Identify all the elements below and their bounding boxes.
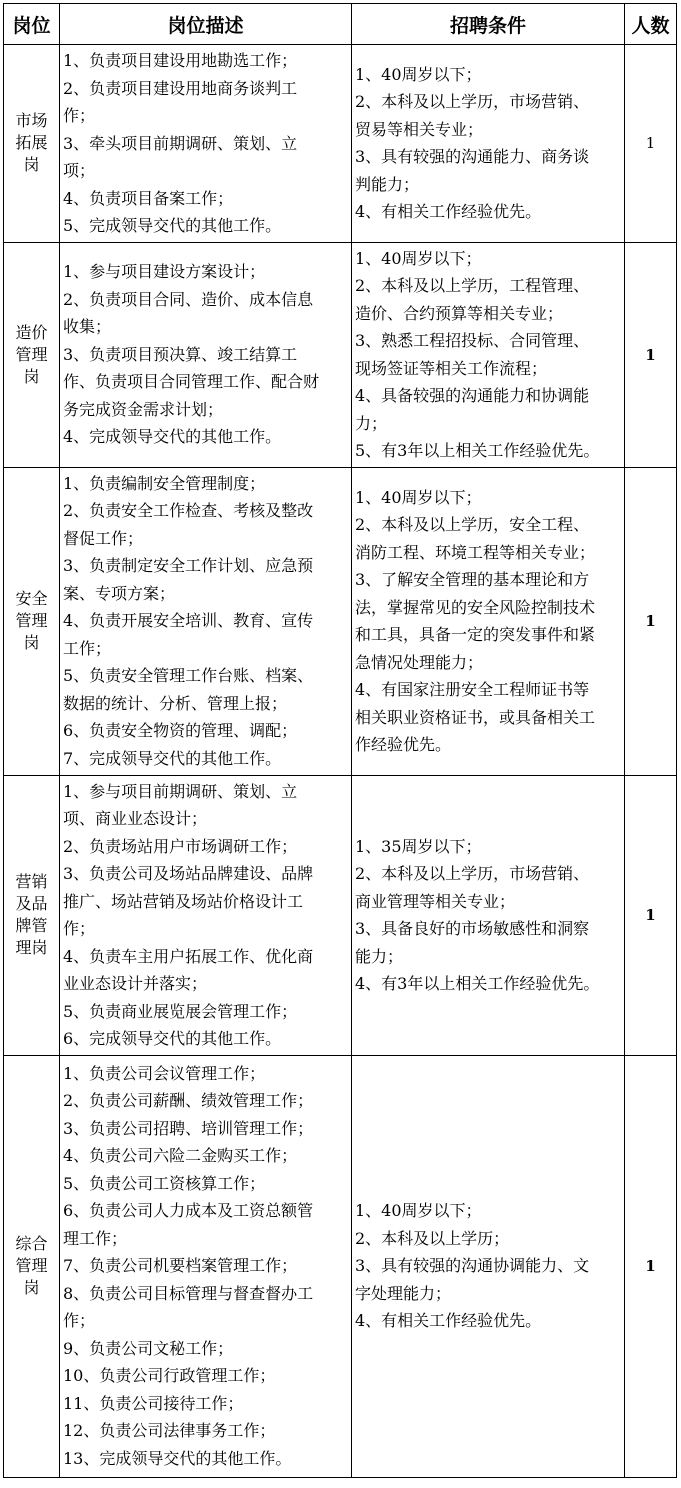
requirement-line: 商业管理等相关专业； <box>355 891 516 911</box>
description-line: 7、完成领导交代的其他工作。 <box>63 748 282 768</box>
description-line: 业业态设计并落实； <box>63 974 208 993</box>
requirement-line: 能力； <box>355 946 404 966</box>
table-row <box>4 467 677 775</box>
description-line: 作、负责项目合同管理工作、配合财 <box>63 372 320 392</box>
position-name-line: 理岗 <box>15 938 48 957</box>
description-line: 1、参与项目前期调研、策划、立 <box>63 781 298 801</box>
description-line: 6、负责安全物资的管理、调配； <box>63 721 298 741</box>
description-line: 5、负责安全管理工作台账、档案、 <box>63 666 314 686</box>
headcount-cell: 1 <box>625 45 677 243</box>
requirements-cell <box>352 775 625 1055</box>
requirement-line: 3、具有较强的沟通协调能力、文 <box>355 1256 590 1276</box>
header-row <box>4 4 677 45</box>
position-name-line: 岗 <box>23 366 40 386</box>
description-line: 4、负责车主用户拓展工作、优化商 <box>63 946 314 966</box>
description-cell <box>60 775 352 1055</box>
position-name-line: 造价 <box>15 322 48 342</box>
description-line: 工作； <box>63 638 112 658</box>
headcount-cell: 1 <box>625 1055 677 1477</box>
requirements-cell <box>352 45 625 243</box>
position-name <box>15 1233 47 1299</box>
requirement-line: 2、本科及以上学历，市场营销、 <box>355 864 590 883</box>
description-line: 项、商业业态设计； <box>63 809 208 828</box>
requirement-line: 4、有国家注册安全工程师证书等 <box>355 680 590 699</box>
position-name <box>15 322 47 388</box>
requirement-line: 法，掌握常见的安全风险控制技术 <box>355 597 596 617</box>
requirement-line: 3、了解安全管理的基本理论和方 <box>355 570 590 589</box>
requirement-line: 判能力； <box>355 174 420 194</box>
description-line: 作； <box>63 106 96 125</box>
requirement-line: 急情况处理能力； <box>355 652 484 672</box>
description-cell <box>60 467 352 775</box>
position-name-line: 市场 <box>15 111 48 131</box>
requirement-line: 1、40周岁以下； <box>355 64 482 84</box>
description-line: 11、负责公司接待工作； <box>63 1393 244 1413</box>
description-line: 9、负责公司文秘工作； <box>63 1338 234 1358</box>
description-cell <box>60 242 352 467</box>
requirement-line: 3、熟悉工程招投标、合同管理、 <box>355 331 590 350</box>
position-name-line: 综合 <box>15 1234 48 1253</box>
requirement-line: 2、本科及以上学历，安全工程、 <box>355 515 590 534</box>
table-row <box>4 45 677 243</box>
description-line: 3、负责制定安全工作计划、应急预 <box>63 556 314 576</box>
description-line: 5、负责公司工资核算工作； <box>63 1173 266 1193</box>
description-line: 2、负责项目建设用地商务谈判工 <box>63 78 298 98</box>
description-line: 理工作； <box>63 1228 128 1248</box>
position-name <box>15 588 47 654</box>
description-cell <box>60 1055 352 1477</box>
requirement-line: 作经验优先。 <box>355 735 452 754</box>
description-line: 6、完成领导交代的其他工作。 <box>63 1029 282 1048</box>
description-line: 务完成资金需求计划； <box>63 399 224 419</box>
position-name-line: 营销 <box>15 872 48 891</box>
requirement-line: 2、本科及以上学历，工程管理、 <box>355 276 590 295</box>
description-line: 4、负责公司六险二金购买工作； <box>63 1146 298 1166</box>
position-name-line: 岗 <box>23 155 40 175</box>
requirement-line: 现场签证等相关工作流程； <box>355 358 548 378</box>
description-line: 作； <box>63 919 96 938</box>
position-name <box>15 110 47 176</box>
requirement-line: 1、35周岁以下； <box>355 836 482 856</box>
table-row <box>4 775 677 1055</box>
position-name-line: 及品 <box>15 894 48 913</box>
description-line: 1、参与项目建设方案设计； <box>63 262 266 282</box>
header-requirements: 招聘条件 <box>352 4 625 45</box>
position-name-line: 管理 <box>15 1256 48 1275</box>
position-name-line: 管理 <box>15 344 48 364</box>
header-count: 人数 <box>625 4 677 45</box>
description-line: 4、负责开展安全培训、教育、宣传 <box>63 611 314 631</box>
description-line: 1、负责公司会议管理工作； <box>63 1063 266 1083</box>
description-line: 收集； <box>63 317 112 337</box>
description-line: 推广、场站营销及场站价格设计工 <box>63 891 304 911</box>
position-name-line: 安全 <box>15 589 48 608</box>
position-cell <box>4 45 60 243</box>
description-line: 作； <box>63 1311 96 1331</box>
position-cell <box>4 1055 60 1477</box>
requirement-line: 贸易等相关专业； <box>355 119 484 139</box>
description-line: 12、负责公司法律事务工作； <box>63 1421 276 1441</box>
description-cell <box>60 45 352 243</box>
header-position: 岗位 <box>4 4 60 45</box>
description-line: 数据的统计、分析、管理上报； <box>63 693 288 713</box>
description-line: 13、完成领导交代的其他工作。 <box>63 1448 292 1468</box>
description-line: 5、完成领导交代的其他工作。 <box>63 216 282 235</box>
description-line: 7、负责公司机要档案管理工作； <box>63 1256 298 1276</box>
requirement-line: 相关职业资格证书，或具备相关工 <box>355 707 596 727</box>
position-name <box>15 871 47 959</box>
requirement-line: 1、40周岁以下； <box>355 487 482 507</box>
description-line: 6、负责公司人力成本及工资总额管 <box>63 1201 314 1221</box>
position-cell <box>4 775 60 1055</box>
description-line: 2、负责项目合同、造价、成本信息 <box>63 289 314 309</box>
description-line: 1、负责编制安全管理制度； <box>63 473 266 493</box>
description-line: 10、负责公司行政管理工作； <box>63 1366 276 1386</box>
requirement-line: 力； <box>355 413 388 433</box>
position-cell <box>4 467 60 775</box>
requirement-line: 1、40周岁以下； <box>355 1201 482 1221</box>
requirement-line: 4、有3年以上相关工作经验优先。 <box>355 974 600 993</box>
requirement-line: 1、40周岁以下； <box>355 248 482 268</box>
requirements-cell <box>352 467 625 775</box>
requirement-line: 2、本科及以上学历； <box>355 1228 510 1248</box>
requirements-cell <box>352 1055 625 1477</box>
headcount-cell: 1 <box>625 467 677 775</box>
requirement-line: 4、有相关工作经验优先。 <box>355 202 542 222</box>
position-name-line: 拓展 <box>15 133 48 153</box>
description-line: 2、负责场站用户市场调研工作； <box>63 836 298 856</box>
description-line: 2、负责公司薪酬、绩效管理工作； <box>63 1091 314 1111</box>
description-line: 4、负责项目备案工作； <box>63 188 234 208</box>
description-line: 1、负责项目建设用地勘选工作； <box>63 51 298 70</box>
requirements-cell <box>352 242 625 467</box>
headcount-cell: 1 <box>625 775 677 1055</box>
description-line: 2、负责安全工作检查、考核及整改 <box>63 501 314 521</box>
description-line: 3、负责公司招聘、培训管理工作； <box>63 1118 314 1138</box>
position-name-line: 岗 <box>23 633 40 652</box>
table-row <box>4 242 677 467</box>
requirement-line: 4、有相关工作经验优先。 <box>355 1311 542 1331</box>
description-line: 督促工作； <box>63 528 144 548</box>
header-description: 岗位描述 <box>60 4 352 45</box>
table-row <box>4 1055 677 1477</box>
requirement-line: 3、具备良好的市场敏感性和洞察 <box>355 919 590 938</box>
recruitment-table <box>3 3 677 1478</box>
description-line: 案、专项方案； <box>63 583 176 603</box>
description-line: 3、牵头项目前期调研、策划、立 <box>63 133 298 153</box>
position-cell <box>4 242 60 467</box>
description-line: 3、负责项目预决算、竣工结算工 <box>63 344 298 364</box>
position-name-line: 管理 <box>15 611 48 630</box>
requirement-line: 2、本科及以上学历，市场营销、 <box>355 92 590 112</box>
description-line: 4、完成领导交代的其他工作。 <box>63 427 282 447</box>
requirement-line: 4、具备较强的沟通能力和协调能 <box>355 386 590 405</box>
requirement-line: 5、有3年以上相关工作经验优先。 <box>355 441 600 460</box>
requirement-line: 消防工程、环境工程等相关专业； <box>355 542 596 562</box>
description-line: 3、负责公司及场站品牌建设、品牌 <box>63 864 314 883</box>
headcount-cell: 1 <box>625 242 677 467</box>
description-line: 8、负责公司目标管理与督查督办工 <box>63 1283 314 1303</box>
position-name-line: 岗 <box>23 1278 40 1297</box>
requirement-line: 造价、合约预算等相关专业； <box>355 303 564 323</box>
requirement-line: 3、具有较强的沟通能力、商务谈 <box>355 147 590 167</box>
requirement-line: 字处理能力； <box>355 1283 452 1303</box>
position-name-line: 牌管 <box>15 916 48 935</box>
description-line: 项； <box>63 161 96 180</box>
requirement-line: 和工具，具备一定的突发事件和紧 <box>355 625 596 644</box>
description-line: 5、负责商业展览展会管理工作； <box>63 1001 298 1021</box>
